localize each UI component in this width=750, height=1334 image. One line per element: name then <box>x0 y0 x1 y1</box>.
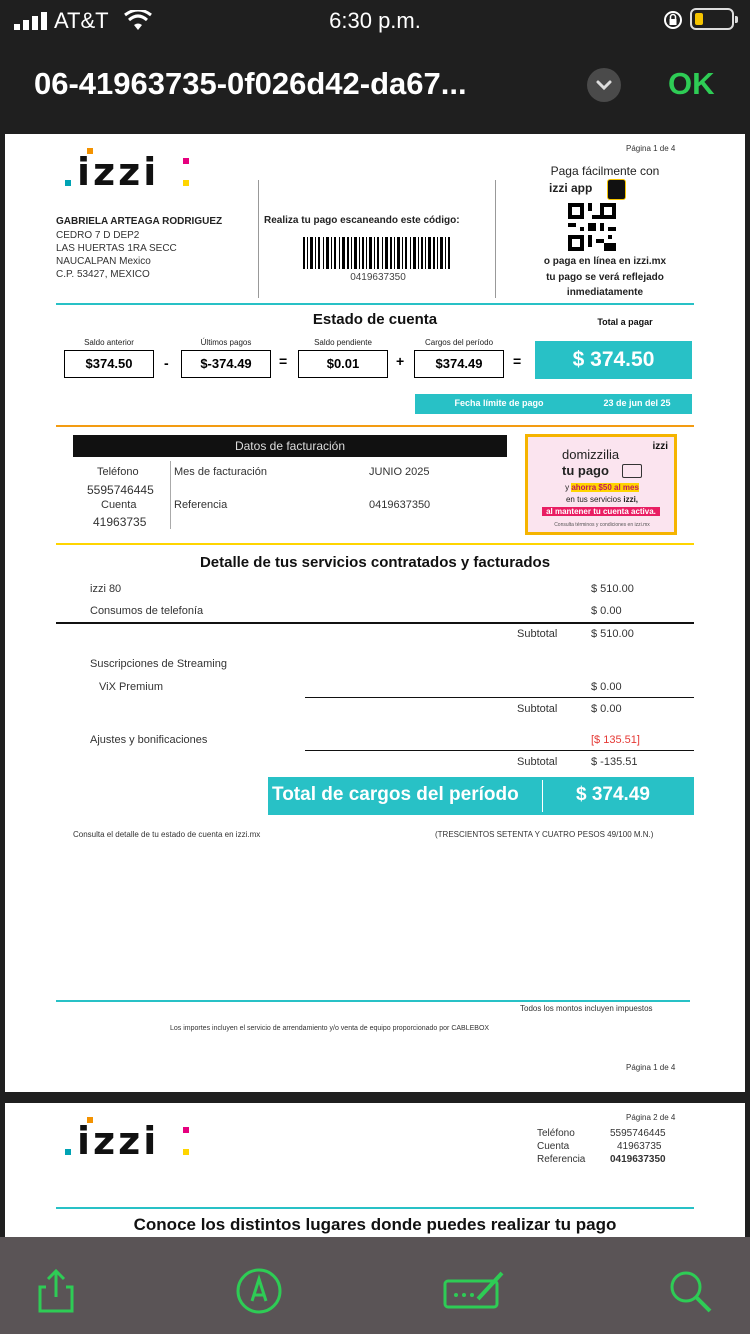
bottom-toolbar <box>0 1237 750 1334</box>
promo-line-2: tu pago <box>562 463 609 478</box>
address-line-4: C.P. 53427, MEXICO <box>56 269 150 280</box>
ultimos-pagos-value: $-374.49 <box>181 350 271 378</box>
total-cargos-label: Total de cargos del período <box>272 784 519 805</box>
promo-terms: Consulta términos y condiciones en izzi.mx <box>554 522 650 528</box>
streaming-label: Suscripciones de Streaming <box>90 658 227 670</box>
total-cargos-value: $ 374.49 <box>576 784 650 805</box>
cargos-periodo-label: Cargos del período <box>424 338 494 347</box>
telefono-value: 5595746445 <box>87 483 154 497</box>
cuenta-value: 41963735 <box>617 1141 662 1152</box>
ultimos-pagos-label: Últimos pagos <box>200 338 252 347</box>
saldo-pendiente-value: $0.01 <box>298 350 388 378</box>
rotation-lock-icon <box>662 9 684 31</box>
detalle-title: Detalle de tus servicios contratados y facturados <box>199 554 551 571</box>
total-a-pagar-label: Total a pagar <box>597 317 653 327</box>
fecha-limite-bar <box>415 394 692 414</box>
service-amount: $ 510.00 <box>591 583 634 595</box>
address-line-3: NAUCALPAN Mexico <box>56 256 151 267</box>
referencia-value: 0419637350 <box>610 1154 666 1165</box>
subtotal-value: $ -135.51 <box>591 756 638 768</box>
minus-operator: - <box>164 355 169 371</box>
cuenta-label: Cuenta <box>537 1141 570 1152</box>
total-en-letra: (TRESCIENTOS SETENTA Y CUATRO PESOS 49/100 M.N.) <box>435 830 654 839</box>
mes-facturacion-label: Mes de facturación <box>174 466 267 478</box>
clock: 6:30 p.m. <box>329 8 421 33</box>
vix-amount: $ 0.00 <box>591 681 622 693</box>
carrier-label: AT&T <box>54 8 109 33</box>
chevron-down-icon <box>587 68 621 102</box>
markup-button[interactable] <box>233 1265 285 1317</box>
qr-code <box>568 203 616 251</box>
impuestos-note: Todos los montos incluyen impuestos <box>520 1004 653 1013</box>
app-name: izzi app <box>549 181 593 195</box>
datos-facturacion-header: Datos de facturación <box>73 435 507 457</box>
saldo-anterior-label: Saldo anterior <box>84 338 134 347</box>
estado-de-cuenta-title: Estado de cuenta <box>312 311 438 328</box>
referencia-label: Referencia <box>174 499 228 511</box>
total-a-pagar-value: $ 374.50 <box>535 341 692 379</box>
total-cargos-bar <box>268 777 694 815</box>
subtotal-label: Subtotal <box>517 756 558 768</box>
signature-button[interactable] <box>440 1265 510 1317</box>
subtotal-value: $ 0.00 <box>591 703 622 715</box>
barcode-number: 0419637350 <box>350 272 406 283</box>
barcode <box>303 237 453 269</box>
telefono-value: 5595746445 <box>610 1128 666 1139</box>
customer-name: GABRIELA ARTEAGA RODRIGUEZ <box>56 216 223 227</box>
izzi-app-icon <box>607 179 626 200</box>
cuenta-label: Cuenta <box>101 499 137 511</box>
equals-operator-2: = <box>513 353 522 369</box>
lugares-pago-heading: Conoce los distintos lugares donde puedes realizar tu pago <box>133 1215 617 1234</box>
subtotal-label: Subtotal <box>517 628 558 640</box>
service-name: Consumos de telefonía <box>90 605 204 617</box>
page-number: Página 2 de 4 <box>626 1113 676 1122</box>
telefono-label: Teléfono <box>537 1128 575 1139</box>
app-pay-line-3: o paga en línea en izzi.mx <box>543 256 667 267</box>
document-page-2 <box>5 1103 745 1238</box>
card-icon <box>622 464 642 478</box>
markup-pen-icon <box>233 1265 285 1317</box>
footer-page-number: Página 1 de 4 <box>626 1063 676 1072</box>
app-pay-line-1: Paga fácilmente con <box>550 164 660 178</box>
app-pay-line-4: tu pago se verá reflejado <box>546 272 664 283</box>
address-line-2: LAS HUERTAS 1RA SECC <box>56 243 177 254</box>
cuenta-value: 41963735 <box>93 515 147 529</box>
saldo-anterior-value: $374.50 <box>64 350 154 378</box>
share-icon <box>30 1265 82 1317</box>
plus-operator: + <box>396 353 405 369</box>
saldo-pendiente-label: Saldo pendiente <box>314 338 372 347</box>
referencia-label: Referencia <box>537 1154 586 1165</box>
subtotal-value: $ 510.00 <box>591 628 634 640</box>
document-title: 06-41963735-0f026d42-da67... <box>34 66 467 101</box>
telefono-label: Teléfono <box>97 466 139 478</box>
domiciliacion-promo[interactable] <box>525 434 677 535</box>
search-button[interactable] <box>664 1265 716 1317</box>
consulta-detalle: Consulta el detalle de tu estado de cuenta en izzi.mx <box>73 830 261 839</box>
subtotal-label: Subtotal <box>517 703 558 715</box>
ajustes-name: Ajustes y bonificaciones <box>90 734 208 746</box>
signature-icon <box>440 1265 510 1317</box>
page-number: Página 1 de 4 <box>626 144 676 153</box>
share-button[interactable] <box>30 1265 82 1317</box>
referencia-value: 0419637350 <box>369 499 431 511</box>
promo-line-3: y ahorra $50 al mes <box>565 483 639 492</box>
fecha-limite-label: Fecha límite de pago <box>454 398 544 408</box>
promo-line-4: en tus servicios izzi, <box>565 495 639 504</box>
title-menu-button[interactable] <box>587 68 621 102</box>
document-page-1 <box>5 134 745 1092</box>
service-name: izzi 80 <box>90 583 122 595</box>
app-pay-line-5: inmediatamente <box>566 287 644 298</box>
status-bar <box>0 0 750 44</box>
importes-note: Los importes incluyen el servicio de arrendamiento y/o venta de equipo proporcionado por CABLEBOX <box>170 1025 490 1032</box>
vix-name: ViX Premium <box>99 681 163 693</box>
promo-line-5: al mantener tu cuenta activa. <box>542 507 660 516</box>
battery-icon <box>690 8 734 30</box>
mes-facturacion-value: JUNIO 2025 <box>369 466 430 478</box>
document-header <box>0 44 750 130</box>
scan-instruction: Realiza tu pago escaneando este código: <box>264 215 460 226</box>
search-icon <box>664 1265 716 1317</box>
ok-button[interactable]: OK <box>668 66 715 101</box>
promo-izzi-logo: izzi <box>652 441 668 452</box>
cargos-periodo-value: $374.49 <box>414 350 504 378</box>
address-line-1: CEDRO 7 D DEP2 <box>56 230 140 241</box>
equals-operator: = <box>279 353 288 369</box>
izzi-logo: izzi <box>65 1115 195 1165</box>
izzi-logo: izzi <box>65 146 195 196</box>
fecha-limite-value: 23 de jun del 25 <box>603 398 671 408</box>
ajustes-amount: [$ 135.51] <box>591 734 640 746</box>
promo-line-1: domizzilia <box>562 447 620 462</box>
service-amount: $ 0.00 <box>591 605 622 617</box>
